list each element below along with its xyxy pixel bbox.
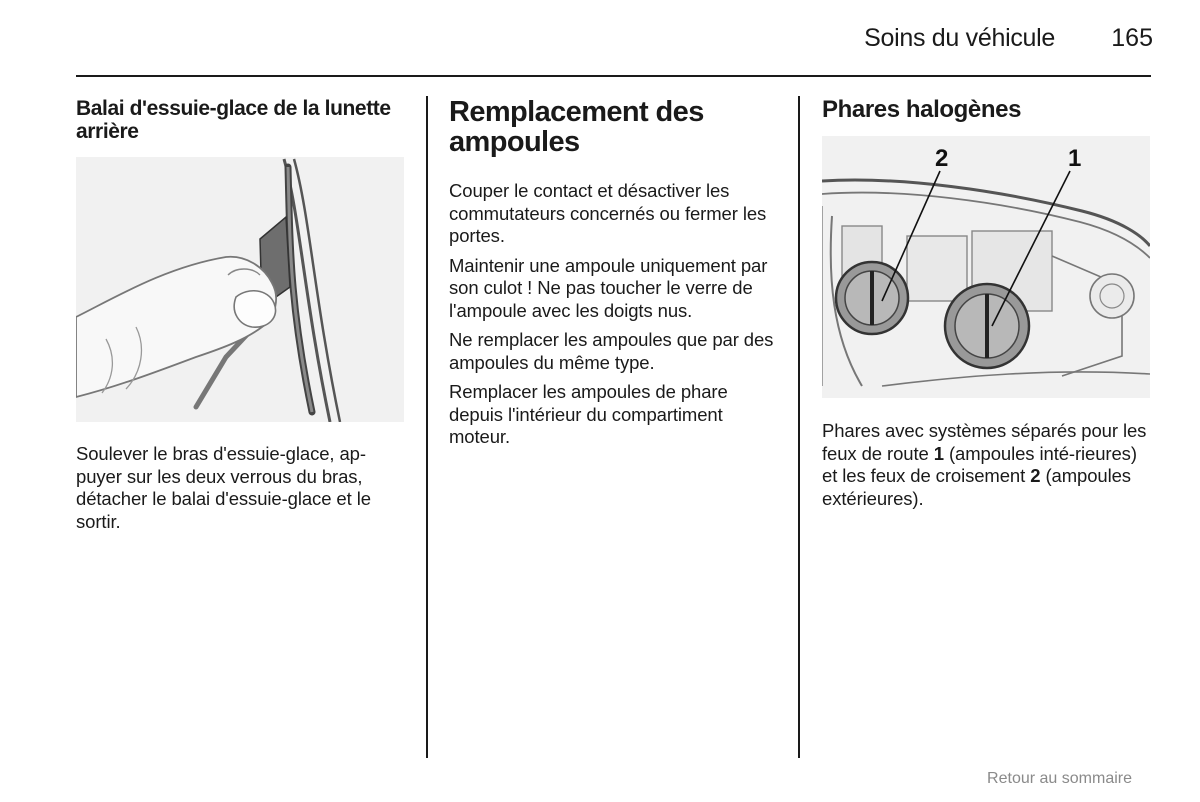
header-divider bbox=[76, 75, 1151, 77]
paragraph: Maintenir une ampoule uniquement par son culot ! Ne pas toucher le verre de l'ampoule avec les doigts nus. bbox=[449, 254, 768, 321]
halogen-headlamps-heading: Phares halogènes bbox=[822, 96, 1022, 123]
section-title: Soins du véhicule bbox=[864, 24, 1055, 52]
headlamp-caption bbox=[822, 420, 1152, 510]
page-number: 165 bbox=[1111, 24, 1153, 52]
headlamp-bulbs-illustration bbox=[822, 136, 1150, 398]
caption-text: Phares avec systèmes séparés pour les feux de route bbox=[822, 420, 1147, 464]
middle-column bbox=[449, 97, 784, 449]
rear-wiper-figure bbox=[76, 157, 404, 422]
headlamp-figure bbox=[822, 136, 1150, 398]
wiper-instructions: Soulever le bras d'essuie-glace, ap-puyer sur les deux verrous du bras, détacher le balai d'essuie-glace et le sortir. bbox=[76, 443, 371, 532]
paragraph: Remplacer les ampoules de phare depuis l'intérieur du compartiment moteur. bbox=[449, 381, 728, 447]
column-divider-right bbox=[798, 96, 800, 758]
wiper-heading: Balai d'essuie-glace de la lunette arrière bbox=[76, 97, 391, 143]
column-divider-left bbox=[426, 96, 428, 758]
rear-wiper-hand-illustration bbox=[76, 157, 404, 422]
reference-number: 1 bbox=[933, 442, 944, 464]
caption-text: (ampoules inté-rieures) et les feux de croisement bbox=[822, 442, 1137, 486]
back-to-contents-link[interactable]: Retour au sommaire bbox=[987, 770, 1132, 787]
callout-label-1: 1 bbox=[1068, 145, 1082, 172]
paragraph: Couper le contact et désactiver les commutateurs concernés ou fermer les portes. bbox=[449, 180, 767, 246]
right-column-body bbox=[822, 420, 1152, 510]
caption-text: (ampoules extérieures). bbox=[822, 465, 1131, 509]
left-column-body bbox=[76, 443, 411, 533]
callout-label-2: 2 bbox=[935, 145, 949, 172]
reference-number: 2 bbox=[1030, 465, 1041, 486]
bulb-replacement-heading: Remplacement des ampoules bbox=[449, 96, 704, 158]
paragraph: Ne remplacer les ampoules que par des ampoules du même type. bbox=[449, 329, 774, 373]
left-column bbox=[76, 97, 411, 143]
right-column bbox=[822, 96, 1152, 124]
